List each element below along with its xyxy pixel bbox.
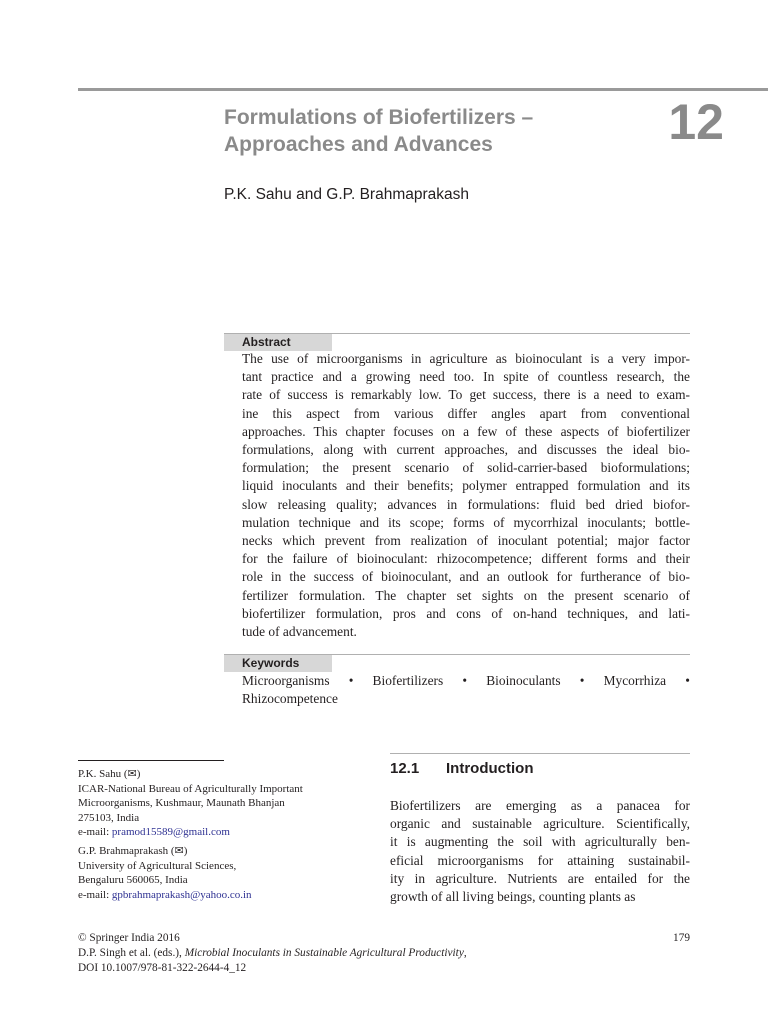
introduction-line: it is augmenting the soil with agriculturally ben- (390, 834, 690, 850)
keyword-separator: • (462, 673, 468, 688)
abstract-line: formulation; the present scenario of solid-carrier-based bioformulations; (242, 460, 690, 476)
introduction-line: organic and sustainable agriculture. Scientifically, (390, 816, 690, 832)
citation-punctuation: , (463, 947, 467, 960)
address-line: 275103, India (78, 811, 140, 824)
section-number: 12.1 (390, 760, 420, 777)
author1-email-link[interactable]: pramod15589@gmail.com (111, 826, 230, 839)
introduction-line: Biofertilizers are emerging as a panacea for (390, 798, 690, 813)
chapter-title-line-2: Approaches and Advances (224, 133, 493, 156)
keywords-heading: Keywords (224, 655, 332, 672)
abstract-line: fertilizer formulation. The chapter set sights on the present scenario of (242, 587, 690, 603)
section-title: Introduction (446, 760, 534, 777)
copyright-notice: © Springer India 2016 (78, 932, 180, 944)
chapter-title (224, 104, 644, 158)
abstract-body (242, 350, 690, 641)
page-number: 179 (673, 932, 690, 944)
author2-address (78, 859, 378, 888)
author1-name: P.K. Sahu (✉) (78, 768, 141, 780)
abstract-heading: Abstract (224, 334, 332, 351)
keywords-line-1 (242, 672, 690, 690)
abstract-line: role in the success of bioinoculant, and an outlook for furtherance of bio- (242, 569, 690, 585)
introduction-line: growth of all living beings, counting plants as (390, 889, 636, 905)
address-line: Bengaluru 560065, India (78, 874, 188, 887)
email-label: e-mail: (78, 826, 112, 839)
introduction-body (390, 797, 690, 906)
author2-email-line (78, 888, 378, 903)
author2-affiliation (78, 844, 378, 902)
abstract-line: slow releasing quality; advances in formulations: fluid bed dried biofor- (242, 496, 690, 512)
author1-affiliation (78, 767, 378, 840)
abstract-line: The use of microorganisms in agriculture as bioinoculant is a very impor- (242, 351, 690, 366)
footnote-rule (78, 760, 224, 761)
citation-editors: D.P. Singh et al. (eds.), (78, 947, 185, 960)
introduction-heading (390, 760, 533, 777)
keywords-list (242, 672, 690, 708)
keyword-separator: • (348, 673, 354, 688)
introduction-rule (390, 753, 690, 754)
book-title: Microbial Inoculants in Sustainable Agricultural Productivity (184, 947, 464, 960)
chapter-title-line-1: Formulations of Biofertilizers – (224, 106, 534, 129)
top-rule (78, 88, 768, 91)
abstract-line: ine this aspect from various differ angles apart from conventional (242, 405, 690, 421)
abstract-line: rate of success is remarkably low. To get success, there is a need to exam- (242, 387, 690, 403)
footer-citation (78, 931, 690, 977)
keyword-item: Bioinoculants (486, 673, 561, 688)
keyword-item: Mycorrhiza (603, 673, 667, 688)
chapter-number: 12 (668, 94, 724, 150)
keyword-separator: • (685, 673, 690, 688)
abstract-line: necks which prevent from realization of inoculant potential; major factor (242, 533, 690, 549)
author2-email-link[interactable]: gpbrahmaprakash@yahoo.co.in (111, 888, 252, 901)
address-line: Microorganisms, Kushmaur, Maunath Bhanjan (78, 797, 285, 810)
author2-name: G.P. Brahmaprakash (✉) (78, 845, 188, 857)
introduction-line: eficial microorganisms for attaining sustainabil- (390, 852, 690, 868)
abstract-line: liquid inoculants and their benefits; polymer entrapped formulation and its (242, 478, 690, 494)
author1-address (78, 782, 378, 826)
address-line: University of Agricultural Sciences, (78, 859, 237, 872)
doi: DOI 10.1007/978-81-322-2644-4_12 (78, 962, 247, 975)
keyword-item: Rhizocompetence (242, 691, 338, 707)
chapter-authors: P.K. Sahu and G.P. Brahmaprakash (224, 186, 470, 203)
abstract-line: tude of advancement. (242, 624, 357, 640)
abstract-line: tant practice and a growing need too. In spite of countless research, the (242, 369, 690, 385)
introduction-line: ity in agriculture. Nutrients are entailed for the (390, 870, 690, 886)
abstract-line: approaches. This chapter focuses on a few of these aspects of biofertilizer (242, 423, 690, 439)
author1-email-line (78, 825, 378, 840)
keyword-item: Microorganisms (242, 673, 330, 688)
address-line: ICAR-National Bureau of Agriculturally Important (78, 782, 303, 795)
keyword-separator: • (579, 673, 585, 688)
keyword-item: Biofertilizers (372, 673, 444, 688)
citation-line (78, 946, 690, 961)
abstract-line: formulations, along with current approaches, and discusses the ideal bio- (242, 442, 690, 458)
abstract-line: for the failure of bioinoculant: rhizocompetence; different forms and their (242, 551, 690, 567)
email-label: e-mail: (78, 888, 112, 901)
abstract-line: biofertilizer formulation, pros and cons of on-hand techniques, and lati- (242, 605, 690, 621)
abstract-line: mulation technique and its scope; forms of mycorrhizal inoculants; bottle- (242, 514, 690, 530)
